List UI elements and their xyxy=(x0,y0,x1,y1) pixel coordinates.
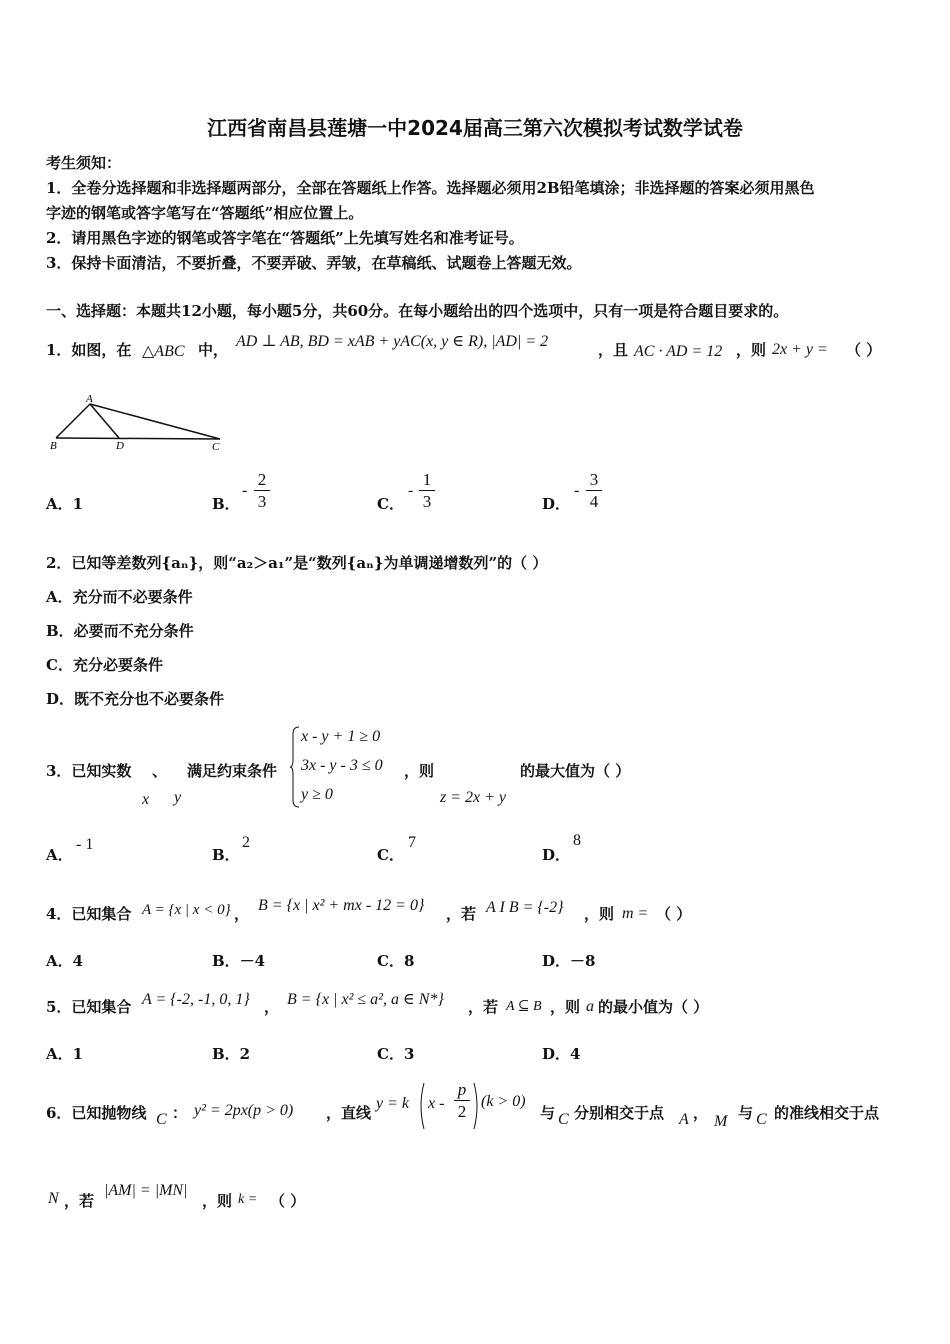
q1-and: ，且 xyxy=(598,341,629,359)
q4-intersection: A I B = {-2} xyxy=(486,899,564,916)
q1-triangle: △ABC xyxy=(142,343,185,360)
q2-option-d[interactable]: D．既不充分也不必要条件 xyxy=(46,690,225,708)
q6-comma: ， xyxy=(693,1104,709,1122)
numerator: p xyxy=(454,1080,470,1101)
q6-c: C xyxy=(156,1111,167,1128)
q5-then: ，则 xyxy=(550,998,581,1016)
q5-comma: ， xyxy=(264,998,280,1016)
notice-item: 3．保持卡面清洁，不要折叠，不要弄破、弄皱，在草稿纸、试题卷上答题无效。 xyxy=(46,254,582,272)
q6-prefix: 6．已知抛物线 xyxy=(46,1104,147,1122)
q1-triangle-figure xyxy=(44,388,234,454)
q5-if: ，若 xyxy=(468,998,499,1016)
q2-option-a[interactable]: A．充分而不必要条件 xyxy=(46,588,193,606)
q6-with: 与 xyxy=(540,1104,556,1122)
q3-suffix: 满足约束条件 xyxy=(187,762,278,780)
q6-parabola: y² = 2px(p > 0) xyxy=(194,1102,294,1119)
q1-option-b-sign: - xyxy=(242,482,248,499)
q3-then: ，则 xyxy=(404,762,435,780)
q5-a: a xyxy=(586,998,594,1015)
q6-condition: |AM| = |MN| xyxy=(104,1182,188,1199)
q6-point-a: A xyxy=(679,1111,689,1128)
notice-item: 字迹的钢笔或答字笔写在“答题纸”相应位置上。 xyxy=(46,204,364,222)
q1-prefix: 1．如图，在 xyxy=(46,341,132,359)
q5-option-b[interactable]: B．2 xyxy=(212,1045,251,1063)
q6-if: ，若 xyxy=(64,1192,95,1210)
q1-option-d-fraction xyxy=(586,470,602,513)
q3-constraint-2: 3x - y - 3 ≤ 0 xyxy=(301,757,383,774)
q6-colon: ： xyxy=(172,1104,188,1122)
q6-left-paren xyxy=(416,1082,426,1130)
q6-fraction xyxy=(454,1080,470,1123)
q6-line: ，直线 xyxy=(326,1104,372,1122)
q6-line-eq: y = k xyxy=(376,1095,409,1112)
denominator: 3 xyxy=(257,492,267,511)
numerator: 1 xyxy=(419,470,435,491)
page-title: 江西省南昌县莲塘一中2024届高三第六次模拟考试数学试卷 xyxy=(207,116,743,140)
q4-if: ，若 xyxy=(446,905,477,923)
vertex-a-label: A xyxy=(86,393,93,405)
q1-then: ，则 xyxy=(736,341,767,359)
q2-option-c[interactable]: C．充分必要条件 xyxy=(46,656,163,674)
q1-option-b-fraction xyxy=(254,470,270,513)
q3-option-a-value: - 1 xyxy=(76,836,94,853)
q3-option-b-value: 2 xyxy=(242,834,250,851)
q4-option-c[interactable]: C．8 xyxy=(377,952,415,970)
q3-var-x: x xyxy=(142,791,150,808)
q3-var-y: y xyxy=(174,789,182,806)
q6-c3: C xyxy=(756,1111,767,1128)
q6-directrix: 的准线相交于点 xyxy=(774,1104,880,1122)
q1-mid: 中， xyxy=(198,341,229,359)
vertex-b-label: B xyxy=(50,440,57,452)
q4-option-a[interactable]: A．4 xyxy=(46,952,84,970)
q3-option-c[interactable]: C． xyxy=(377,846,404,864)
q3-prefix: 3．已知实数 xyxy=(46,762,132,780)
q3-option-d[interactable]: D． xyxy=(542,846,571,864)
q4-m: m = xyxy=(622,905,649,922)
q6-x-minus: x - xyxy=(428,1095,445,1112)
q6-k: k = xyxy=(238,1192,258,1207)
q3-tail: 的最大值为（ ） xyxy=(520,762,631,780)
q4-option-d[interactable]: D．－8 xyxy=(542,952,596,970)
section-heading: 一、选择题：本题共12小题，每小题5分，共60分。在每小题给出的四个选项中，只有一项是符合题目要求的。 xyxy=(46,302,789,320)
q1-option-c[interactable]: C． xyxy=(377,495,404,513)
q5-option-a[interactable]: A．1 xyxy=(46,1045,84,1063)
q5-subset: A ⊆ B xyxy=(506,999,542,1014)
q6-then: ，则 xyxy=(202,1192,233,1210)
q3-option-c-value: 7 xyxy=(408,834,416,851)
q1-option-d-sign: - xyxy=(574,482,580,499)
q3-separator: 、 xyxy=(152,762,168,780)
q6-meet: 分别相交于点 xyxy=(574,1104,665,1122)
q6-point-n: N xyxy=(48,1190,59,1207)
q6-k-condition: (k > 0) xyxy=(481,1093,526,1110)
q1-dot: AC · AD = 12 xyxy=(634,343,723,360)
q3-left-brace xyxy=(290,726,300,808)
q6-with2: 与 xyxy=(738,1104,754,1122)
q3-constraint-1: x - y + 1 ≥ 0 xyxy=(301,728,381,745)
q1-option-c-sign: - xyxy=(408,482,414,499)
q1-option-d[interactable]: D． xyxy=(542,495,571,513)
q4-prefix: 4．已知集合 xyxy=(46,905,132,923)
q5-option-d[interactable]: D．4 xyxy=(542,1045,581,1063)
q5-tail: 的最小值为（ ） xyxy=(598,998,709,1016)
q3-option-d-value: 8 xyxy=(573,832,581,849)
q4-then: ，则 xyxy=(584,905,615,923)
q3-constraint-3: y ≥ 0 xyxy=(301,786,333,803)
q2-stem: 2．已知等差数列{aₙ}，则“a₂＞a₁”是“数列{aₙ}为单调递增数列”的（ ） xyxy=(46,554,548,572)
q4-set-a: A = {x | x < 0} xyxy=(142,902,231,918)
q4-option-b[interactable]: B．－4 xyxy=(212,952,266,970)
q1-option-b[interactable]: B． xyxy=(212,495,240,513)
vertex-c-label: C xyxy=(212,441,220,453)
q5-option-c[interactable]: C．3 xyxy=(377,1045,415,1063)
q1-option-a[interactable]: A．1 xyxy=(46,495,84,513)
q1-condition: AD ⊥ AB, BD = xAB + yAC(x, y ∈ R), |AD| = 2 xyxy=(236,333,549,350)
q4-set-b: B = {x | x² + mx - 12 = 0} xyxy=(258,897,425,914)
denominator: 4 xyxy=(589,492,599,511)
q5-set-a: A = {-2, -1, 0, 1} xyxy=(142,991,250,1008)
numerator: 2 xyxy=(254,470,270,491)
q1-expr: 2x + y = xyxy=(772,341,828,358)
q3-objective: z = 2x + y xyxy=(440,789,507,806)
numerator: 3 xyxy=(586,470,602,491)
q4-comma: ， xyxy=(234,905,250,923)
notice-item: 2．请用黑色字迹的钢笔或答字笔在“答题纸”上先填写姓名和准考证号。 xyxy=(46,229,524,247)
q6-point-m: M xyxy=(714,1113,728,1130)
q3-option-a[interactable]: A． xyxy=(46,846,73,864)
q5-set-b: B = {x | x² ≤ a², a ∈ N*} xyxy=(287,991,444,1008)
q6-c2: C xyxy=(558,1111,569,1128)
q3-option-b[interactable]: B． xyxy=(212,846,240,864)
notice-heading: 考生须知： xyxy=(46,154,122,172)
q1-paren: （ ） xyxy=(846,341,882,359)
denominator: 3 xyxy=(422,492,432,511)
q1-option-c-fraction xyxy=(419,470,435,513)
q5-prefix: 5．已知集合 xyxy=(46,998,132,1016)
denominator: 2 xyxy=(457,1102,467,1121)
q4-paren: （ ） xyxy=(656,905,692,923)
q6-paren: （ ） xyxy=(270,1192,306,1210)
vertex-d-label: D xyxy=(116,440,124,452)
q2-option-b[interactable]: B．必要而不充分条件 xyxy=(46,622,194,640)
notice-item: 1．全卷分选择题和非选择题两部分，全部在答题纸上作答。选择题必须用2B铅笔填涂；非选择题的答案必须用黑色 xyxy=(46,179,815,197)
